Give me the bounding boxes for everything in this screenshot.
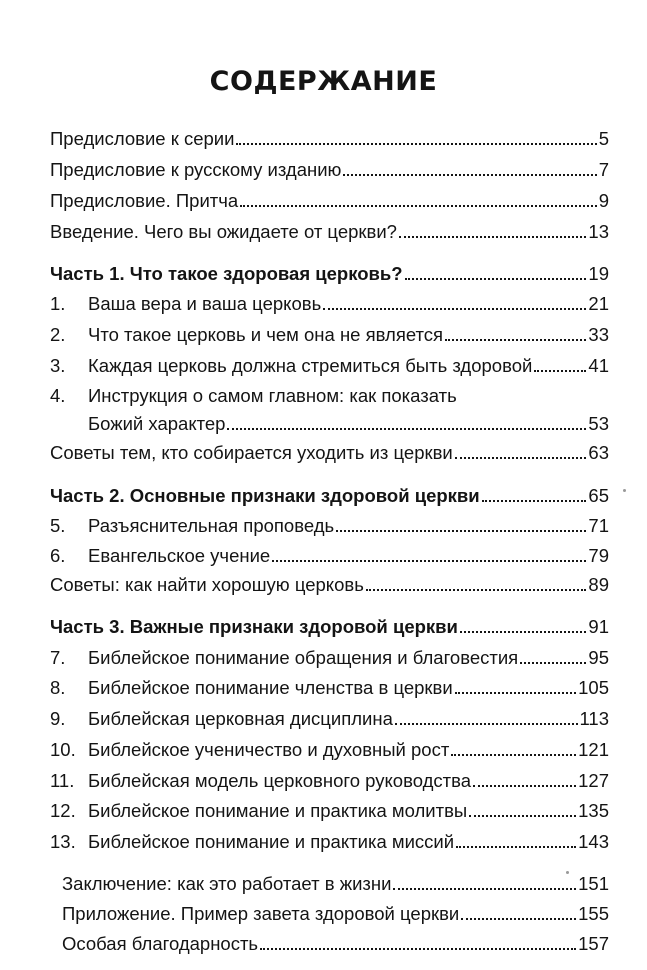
dot-leader: [456, 845, 576, 848]
toc-entry-label: Божий характер: [88, 413, 226, 434]
chapter-number: 4.: [50, 385, 66, 406]
toc-entry-label: Инструкция о самом главном: как показать: [88, 385, 457, 406]
toc-entry-label: Что такое церковь и чем она не является: [88, 324, 444, 345]
toc-chapter-5[interactable]: [50, 511, 609, 537]
toc-entry-label: Советы: как найти хорошую церковь: [50, 574, 364, 595]
toc-page-number: 113: [579, 708, 609, 729]
dot-leader: [227, 427, 586, 430]
chapter-number: 6.: [50, 545, 66, 566]
dot-leader: [323, 307, 586, 310]
toc-entry-label: Библейское понимание и практика молитвы: [88, 800, 468, 821]
dot-leader: [405, 277, 587, 280]
toc-part-2-heading[interactable]: [50, 481, 609, 507]
toc-tip-leaving-church[interactable]: [50, 438, 609, 464]
toc-part-label: Часть 1. Что такое здоровая церковь?: [50, 263, 403, 284]
toc-page-number: 135: [578, 800, 609, 821]
toc-page-number: 7: [598, 159, 609, 180]
toc-page-number: 9: [598, 190, 609, 211]
toc-part-label: Часть 2. Основные признаки здоровой церкви: [50, 485, 480, 506]
toc-part-3-heading[interactable]: [50, 612, 609, 638]
toc-page-number: 63: [588, 442, 609, 463]
toc-chapter-4-continued[interactable]: [88, 409, 609, 435]
toc-entry-preface-parable[interactable]: [50, 186, 609, 212]
toc-page-number: 89: [588, 574, 609, 595]
toc-chapter-1[interactable]: [50, 289, 609, 315]
page-title: СОДЕРЖАНИЕ: [209, 66, 438, 97]
dot-leader: [520, 661, 586, 664]
toc-entry-label: Библейское ученичество и духовный рост: [88, 739, 450, 760]
toc-page-number: 13: [588, 221, 609, 242]
toc-page-number: 105: [578, 677, 609, 698]
toc-page-number: 5: [598, 128, 609, 149]
dot-leader: [393, 887, 576, 890]
scan-speck: [623, 489, 626, 492]
toc-entry-label: Предисловие к серии: [50, 128, 235, 149]
toc-page-number: 157: [578, 933, 609, 954]
toc-page-number: 21: [588, 293, 609, 314]
chapter-number: 9.: [50, 708, 66, 729]
chapter-number: 8.: [50, 677, 66, 698]
scan-speck: [566, 871, 569, 874]
toc-page-number: 19: [588, 263, 609, 284]
toc-page-number: 95: [588, 647, 609, 668]
chapter-number: 13.: [50, 831, 76, 852]
toc-entry-label: Советы тем, кто собирается уходить из церкви: [50, 442, 453, 463]
dot-leader: [445, 338, 586, 341]
toc-entry-label: Библейская церковная дисциплина: [88, 708, 393, 729]
toc-chapter-4[interactable]: [50, 381, 609, 407]
dot-leader: [451, 753, 576, 756]
toc-page-number: 91: [588, 616, 609, 637]
dot-leader: [260, 947, 576, 950]
toc-part-label: Часть 3. Важные признаки здоровой церкви: [50, 616, 458, 637]
toc-entry-label: Ваша вера и ваша церковь: [88, 293, 322, 314]
toc-page-number: 41: [588, 355, 609, 376]
toc-chapter-10[interactable]: [50, 735, 609, 761]
chapter-number: 5.: [50, 515, 66, 536]
toc-entry-appendix[interactable]: [62, 899, 609, 925]
toc-entry-label: Разъяснительная проповедь: [88, 515, 335, 536]
toc-entry-label: Библейское понимание членства в церкви: [88, 677, 453, 698]
toc-page-number: 71: [588, 515, 609, 536]
toc-page-number: 143: [578, 831, 609, 852]
toc-page-number: 155: [578, 903, 609, 924]
dot-leader: [469, 814, 576, 817]
toc-entry-label: Предисловие. Притча: [50, 190, 239, 211]
dot-leader: [366, 588, 587, 591]
toc-entry-label: Предисловие к русскому изданию: [50, 159, 342, 180]
toc-entry-introduction[interactable]: [50, 217, 609, 243]
dot-leader: [460, 630, 587, 633]
toc-part-1-heading[interactable]: [50, 259, 609, 285]
toc-page-number: 121: [578, 739, 609, 760]
toc-chapter-11[interactable]: [50, 766, 609, 792]
dot-leader: [343, 173, 596, 176]
toc-page-number: 151: [578, 873, 609, 894]
dot-leader: [461, 917, 576, 920]
chapter-number: 12.: [50, 800, 76, 821]
chapter-number: 3.: [50, 355, 66, 376]
toc-entry-acknowledgements[interactable]: [62, 929, 609, 955]
toc-entry-label: Евангельское учение: [88, 545, 271, 566]
dot-leader: [336, 529, 586, 532]
toc-entry-label: Библейское понимание обращения и благовестия: [88, 647, 519, 668]
toc-chapter-3[interactable]: [50, 351, 609, 377]
toc-page-number: 33: [588, 324, 609, 345]
toc-entry-label: Заключение: как это работает в жизни: [62, 873, 392, 894]
chapter-number: 1.: [50, 293, 66, 314]
toc-chapter-9[interactable]: [50, 704, 609, 730]
toc-chapter-12[interactable]: [50, 796, 609, 822]
toc-chapter-2[interactable]: [50, 320, 609, 346]
dot-leader: [240, 204, 597, 207]
toc-entry-conclusion[interactable]: [62, 869, 609, 895]
toc-entry-label: Особая благодарность: [62, 933, 259, 954]
chapter-number: 10.: [50, 739, 76, 760]
toc-entry-label: Библейская модель церковного руководства: [88, 770, 472, 791]
toc-entry-label: Введение. Чего вы ожидаете от церкви?: [50, 221, 397, 242]
toc-page-number: 79: [588, 545, 609, 566]
dot-leader: [272, 559, 586, 562]
dot-leader: [455, 691, 576, 694]
chapter-number: 7.: [50, 647, 66, 668]
toc-entry-label: Каждая церковь должна стремиться быть здоровой: [88, 355, 533, 376]
dot-leader: [395, 722, 578, 725]
dot-leader: [399, 235, 586, 238]
toc-entry-label: Библейское понимание и практика миссий: [88, 831, 455, 852]
toc-page-number: 127: [578, 770, 609, 791]
chapter-number: 11.: [50, 770, 75, 791]
dot-leader: [482, 499, 587, 502]
toc-entry-russian-preface[interactable]: [50, 155, 609, 181]
dot-leader: [534, 369, 586, 372]
chapter-number: 2.: [50, 324, 66, 345]
dot-leader: [473, 784, 576, 787]
toc-chapter-7[interactable]: [50, 643, 609, 669]
toc-entry-label: Приложение. Пример завета здоровой церкви: [62, 903, 460, 924]
toc-chapter-6[interactable]: [50, 541, 609, 567]
toc-entry-series-preface[interactable]: [50, 124, 609, 150]
dot-leader: [236, 142, 596, 145]
toc-page-number: 53: [588, 413, 609, 434]
toc-tip-finding-church[interactable]: [50, 570, 609, 596]
toc-chapter-8[interactable]: [50, 673, 609, 699]
dot-leader: [455, 456, 587, 459]
toc-chapter-13[interactable]: [50, 827, 609, 853]
toc-page-number: 65: [588, 485, 609, 506]
